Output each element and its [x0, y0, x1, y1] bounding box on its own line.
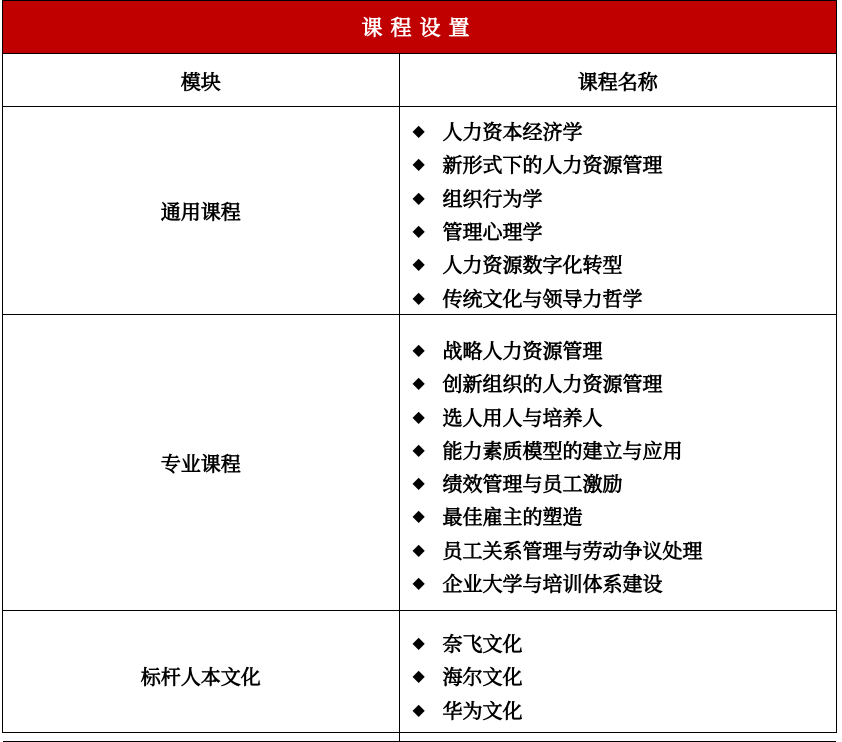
course-name: 组织行为学 — [442, 186, 543, 211]
course-item — [413, 692, 837, 725]
course-name: 战略人力资源管理 — [442, 338, 603, 363]
module-cell: 标杆人本文化 — [3, 610, 399, 741]
course-item — [413, 433, 837, 466]
course-item — [413, 147, 837, 180]
diamond-bullet-icon: ◆ — [412, 473, 425, 493]
diamond-bullet-icon: ◆ — [412, 339, 425, 359]
course-item — [413, 399, 837, 432]
course-name: 新形式下的人力资源管理 — [442, 153, 663, 178]
diamond-bullet-icon: ◆ — [412, 221, 425, 241]
course-table — [3, 54, 836, 742]
diamond-bullet-icon: ◆ — [412, 506, 425, 526]
table-row — [3, 107, 836, 315]
course-item — [413, 533, 837, 566]
course-item — [413, 114, 837, 147]
table-row — [3, 610, 836, 741]
course-name: 人力资本经济学 — [442, 120, 583, 145]
header-module: 模块 — [3, 54, 399, 107]
diamond-bullet-icon: ◆ — [412, 539, 425, 559]
diamond-bullet-icon: ◆ — [412, 406, 425, 426]
table-row — [3, 314, 836, 610]
diamond-bullet-icon: ◆ — [412, 632, 425, 652]
course-name: 员工关系管理与劳动争议处理 — [442, 538, 703, 563]
table-title: 课程设置 — [3, 1, 836, 54]
course-cell — [399, 107, 836, 315]
table-header-row — [3, 54, 836, 107]
course-item — [413, 181, 837, 214]
course-item — [413, 280, 837, 313]
course-item — [413, 626, 837, 659]
course-cell — [399, 314, 836, 610]
diamond-bullet-icon: ◆ — [412, 699, 425, 719]
course-name: 创新组织的人力资源管理 — [442, 372, 663, 397]
course-cell — [399, 610, 836, 741]
course-name: 选人用人与培养人 — [442, 405, 603, 430]
course-name: 海尔文化 — [442, 665, 523, 690]
course-item — [413, 214, 837, 247]
course-name: 传统文化与领导力哲学 — [442, 286, 643, 311]
course-list — [400, 107, 837, 314]
diamond-bullet-icon: ◆ — [412, 187, 425, 207]
diamond-bullet-icon: ◆ — [412, 373, 425, 393]
course-name: 绩效管理与员工激励 — [442, 472, 623, 497]
diamond-bullet-icon: ◆ — [412, 254, 425, 274]
course-item — [413, 247, 837, 280]
header-course-name: 课程名称 — [399, 54, 836, 107]
course-name: 奈飞文化 — [442, 631, 523, 656]
diamond-bullet-icon: ◆ — [412, 287, 425, 307]
course-list — [400, 315, 837, 599]
course-table-frame — [2, 0, 837, 733]
course-name: 能力素质模型的建立与应用 — [442, 438, 683, 463]
course-name: 人力资源数字化转型 — [442, 253, 623, 278]
module-cell: 通用课程 — [3, 107, 399, 315]
course-item — [413, 499, 837, 532]
course-list — [400, 611, 837, 726]
course-item — [413, 566, 837, 599]
diamond-bullet-icon: ◆ — [412, 121, 425, 141]
course-name: 企业大学与培训体系建设 — [442, 572, 663, 596]
course-item — [413, 466, 837, 499]
module-cell: 专业课程 — [3, 314, 399, 610]
course-item — [413, 333, 837, 366]
course-item — [413, 366, 837, 399]
course-name: 最佳雇主的塑造 — [442, 505, 583, 530]
course-name: 华为文化 — [442, 698, 523, 723]
diamond-bullet-icon: ◆ — [412, 666, 425, 686]
diamond-bullet-icon: ◆ — [412, 439, 425, 459]
diamond-bullet-icon: ◆ — [412, 154, 425, 174]
course-name: 管理心理学 — [442, 220, 543, 245]
course-item — [413, 659, 837, 692]
diamond-bullet-icon: ◆ — [412, 573, 425, 592]
